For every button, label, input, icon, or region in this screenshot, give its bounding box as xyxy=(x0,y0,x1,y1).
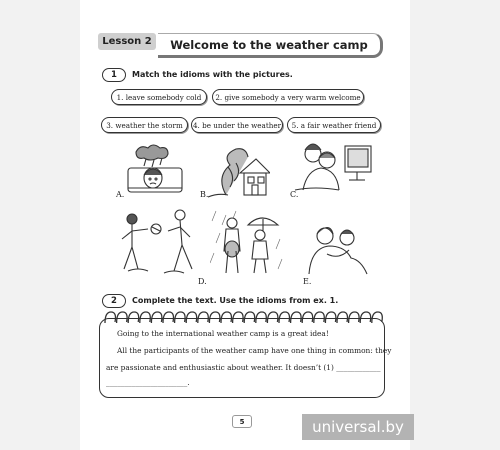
picture-c-label: C. xyxy=(290,190,299,199)
exercise-2-number: 2 xyxy=(102,294,126,308)
idiom-1: 1. leave somebody cold xyxy=(111,89,207,105)
exercise-1-number: 1 xyxy=(102,68,126,82)
idiom-2: 2. give somebody a very warm welcome xyxy=(212,89,364,105)
idiom-4: 4. be under the weather xyxy=(191,117,283,133)
picture-e-label: E. xyxy=(303,277,312,286)
text-line-1: Going to the international weather camp is a great idea! xyxy=(117,329,329,338)
picture-d2-rain-umbrella xyxy=(210,209,286,277)
picture-d1-ball-players xyxy=(118,207,200,279)
picture-a-label: A. xyxy=(116,190,125,199)
page-number: 5 xyxy=(232,415,252,428)
exercise-2-instruction: Complete the text. Use the idioms from ex. 1. xyxy=(132,296,339,305)
picture-b-label: B. xyxy=(200,190,209,199)
picture-d-label: D. xyxy=(198,277,207,286)
text-line-2: All the participants of the weather camp have one thing in common: they xyxy=(117,346,392,355)
picture-b-house-storm xyxy=(206,147,270,199)
idiom-3: 3. weather the storm xyxy=(101,117,188,133)
watermark: universal.by xyxy=(302,414,414,440)
lesson-tag: Lesson 2 xyxy=(98,33,156,50)
idiom-5: 5. a fair weather friend xyxy=(287,117,381,133)
page-title: Welcome to the weather camp xyxy=(158,33,383,58)
picture-e-warm-hug xyxy=(305,220,371,276)
notebook-spiral-binding xyxy=(101,309,383,327)
text-line-3[interactable]: are passionate and enthusiastic about weather. It doesn’t (1) ____________ xyxy=(106,363,381,372)
picture-c-computer-friends xyxy=(293,140,375,196)
picture-a-sick-in-bed xyxy=(122,142,188,194)
text-line-4[interactable]: ______________________. xyxy=(106,378,190,387)
exercise-1-instruction: Match the idioms with the pictures. xyxy=(132,70,293,79)
